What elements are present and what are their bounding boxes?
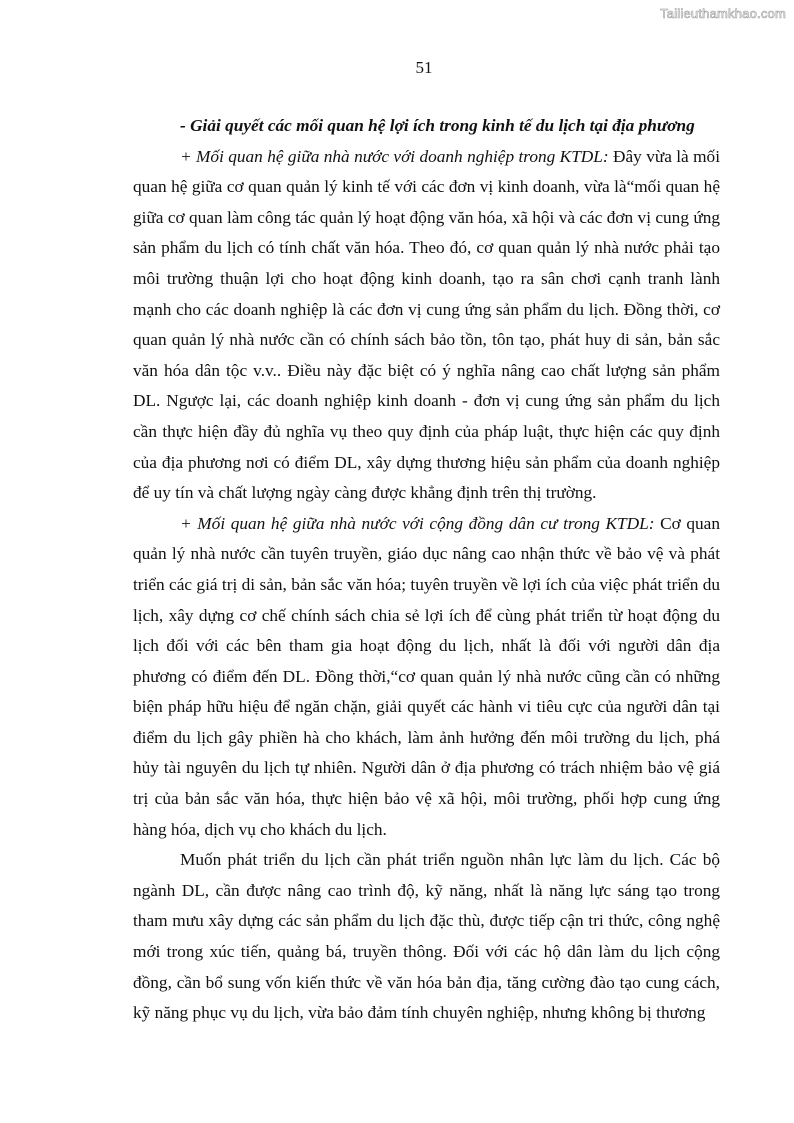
document-body bbox=[133, 111, 720, 1029]
paragraph-text: Cơ quan quản lý nhà nước cần tuyên truyền, giáo dục nâng cao nhận thức về bảo vệ và phát triển các giá trị di sản, bản sắc văn hóa; tuyên truyền về lợi ích của việc phát triển du lịch, xây dựng cơ chế chính sách chia sẻ lợi ích để cùng phát triển từ hoạt động du lịch đối với các bên tham gia hoạt động du lịch, nhất là đối với người dân địa phương có điểm đến DL. Đồng thời,“cơ quan quản lý nhà nước cũng cần có những biện pháp hữu hiệu để ngăn chặn, giải quyết các hành vi tiêu cực của người dân tại điểm du lịch gây phiền hà cho khách, làm ảnh hưởng đến môi trường du lịch, phá hủy tài nguyên du lịch tự nhiên. Người dân ở địa phương có trách nhiệm bảo vệ giá trị của bản sắc văn hóa, thực hiện bảo vệ xã hội, môi trường, phối hợp cung ứng hàng hóa, dịch vụ cho khách du lịch. bbox=[133, 513, 720, 839]
paragraph-state-enterprise bbox=[133, 142, 720, 509]
paragraph-lead: + Mối quan hệ giữa nhà nước với doanh nghiệp trong KTDL: bbox=[180, 146, 609, 166]
paragraph-human-resources bbox=[133, 845, 720, 1029]
paragraph-lead: + Mối quan hệ giữa nhà nước với cộng đồng dân cư trong KTDL: bbox=[180, 513, 655, 533]
paragraph-text: Muốn phát triển du lịch cần phát triển nguồn nhân lực làm du lịch. Các bộ ngành DL, cần được nâng cao trình độ, kỹ năng, nhất là năng lực sáng tạo trong tham mưu xây dựng các sản phẩm du lịch đặc thù, được tiếp cận tri thức, công nghệ mới trong xúc tiến, quảng bá, truyền thông. Đối với các hộ dân làm du lịch cộng đồng, cần bổ sung vốn kiến thức về văn hóa bản địa, tăng cường đào tạo cung cách, kỹ năng phục vụ du lịch, vừa bảo đảm tính chuyên nghiệp, nhưng không bị thương bbox=[133, 850, 720, 1023]
watermark: Tailieuthamkhao.com bbox=[660, 6, 786, 21]
paragraph-state-community bbox=[133, 509, 720, 846]
page-number: 51 bbox=[415, 58, 433, 77]
section-heading: - Giải quyết các mối quan hệ lợi ích trong kinh tế du lịch tại địa phương bbox=[180, 116, 695, 135]
paragraph-text: Đây vừa là mối quan hệ giữa cơ quan quản lý kinh tế với các đơn vị kinh doanh, vừa là“mối quan hệ giữa cơ quan làm công tác quản lý hoạt động văn hóa, xã hội và các đơn vị cung ứng sản phẩm du lịch có tính chất văn hóa. Theo đó, cơ quan quản lý nhà nước phải tạo môi trường thuận lợi cho hoạt động kinh doanh, tạo ra sân chơi cạnh tranh lành mạnh cho các doanh nghiệp là các đơn vị cung ứng sản phẩm du lịch. Đồng thời, cơ quan quản lý nhà nước cần có chính sách bảo tồn, tôn tạo, phát huy di sản, bản sắc văn hóa dân tộc v.v.. Điều này đặc biệt có ý nghĩa nâng cao chất lượng sản phẩm DL. Ngược lại, các doanh nghiệp kinh doanh - đơn vị cung ứng sản phẩm du lịch cần thực hiện đầy đủ nghĩa vụ theo quy định của pháp luật, thực hiện các quy định của địa phương nơi có điểm DL, xây dựng thương hiệu sản phẩm của doanh nghiệp để uy tín và chất lượng ngày càng được khẳng định trên thị trường. bbox=[133, 146, 720, 503]
